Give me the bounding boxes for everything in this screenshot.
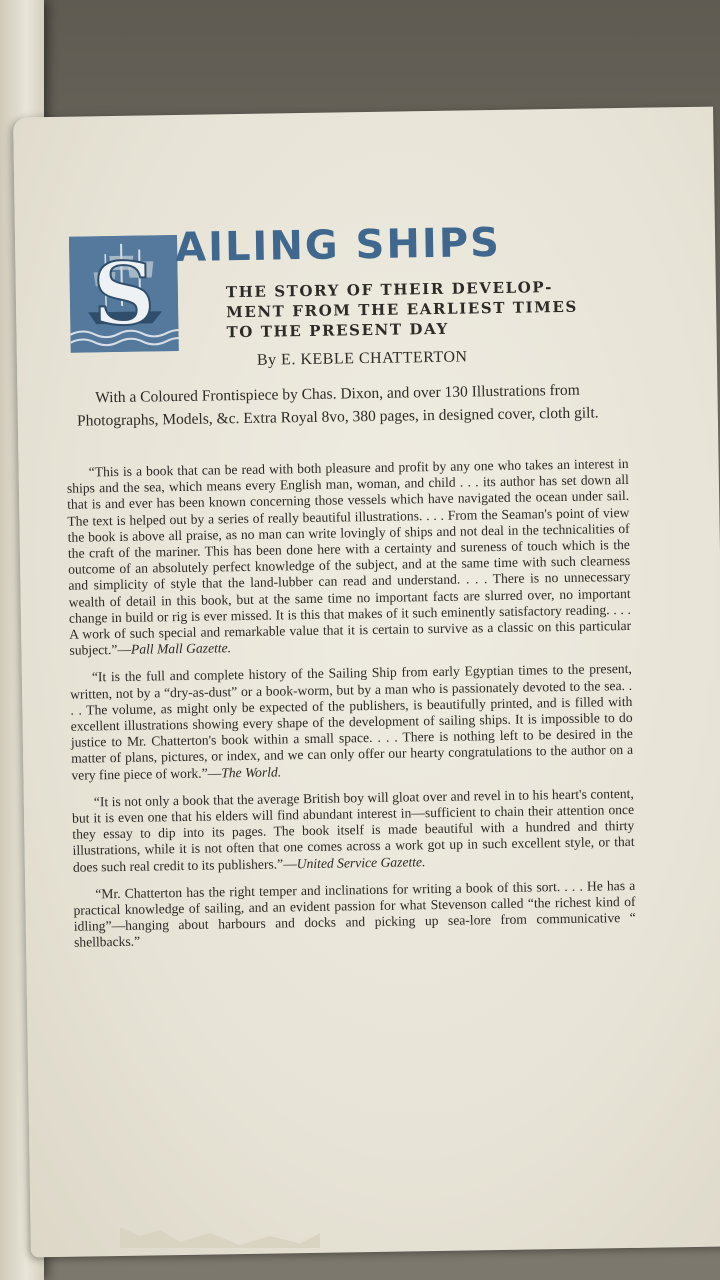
press-reviews (67, 456, 637, 962)
ship-initial-logo (69, 235, 179, 353)
review-source: United Service Gazette. (296, 853, 426, 871)
review-pall-mall (67, 456, 632, 659)
logo-letter-s: S (92, 243, 156, 346)
review-text: “It is not only a book that the average British boy will gloat over and revel in to his heart's content, but it is even one that his elders will find abundant interest in—sufficient to chain their attention once they essay to dip into its pages. The book itself is made beautiful with a hundred and thirty illustrations, while it is not often that one comes across a work got up in such excellent style, or that does such real credit to its publishers.”— (71, 785, 635, 875)
review-text: “This is a book that can be read with both pleasure and profit by any one who takes an interest in ships and the sea, which means every English man, woman, and child . . . its author has set down all that is and ever has been known concerning those vessels which have navigated the ocean under sail. The text is helped out by a series of really beautiful illustrations. . . . From the Seaman's point of view the book is above all praise, as no man can write lovingly of ships and not deal in the technicalities of the craft of the mariner. This has been done here with a certainty and sureness of touch which is the outcome of an absolutely perfect knowledge of the subject, and at the same time with such clearness and simplicity of style that the land-lubber can read and understand. . . . There is no unnecessary wealth of detail in this book, but at the same time no important facts are slurred over, no important change in build or rig is ever missed. It is this that makes of it such eminently satisfactory reading. . . . A work of such special and remarkable value that it is certain to survive as a classic on this particular subject.”— (66, 455, 632, 658)
review-text: “It is the full and complete history of the Sailing Ship from early Egyptian times to the present, written, not by a “dry-as-dust” or a book-worm, but by a man who is passionately devoted to the sea. . . . The volume, as might only be expected of the publishers, is beautifully printed, and is filled with excellent illustrations showing every shape of the development of sailing ships. It is impossible to do justice to Mr. Chatterton's book within a small space. . . . There is nothing left to be desired in the matter of plans, pictures, or index, and we can only offer our hearty congratulations to the author on a very fine piece of work.”— (70, 661, 634, 783)
edition-description: With a Coloured Frontispiece by Chas. Dixon, and over 130 Illustrations from Photographs, Models, &c. Extra Royal 8vo, 380 pages, in designed cover, cloth gilt. (76, 381, 599, 430)
advertisement-content (55, 216, 636, 951)
book-page (13, 107, 720, 1258)
author-byline: By E. KEBLE CHATTERTON (256, 348, 468, 369)
review-text: “Mr. Chatterton has the right temper and inclinations for writing a book of this sort. . . . He has a practical knowledge of sailing, and an evident passion for what Stevenson called “the richest kind of idling”—hanging about harbours and docks and picking up sea-lore from communicative “ shellbacks.” (73, 877, 636, 951)
review-stevenson (73, 878, 636, 952)
book-subtitle: THE STORY OF THEIR DEVELOPMENT FROM THE EARLIEST TIMES TO THE PRESENT DAY (225, 278, 579, 342)
review-source: The World. (221, 764, 282, 781)
review-united-service (72, 786, 635, 876)
book-title: AILING SHIPS (174, 219, 502, 272)
review-the-world (70, 661, 634, 783)
review-source: Pall Mall Gazette. (130, 640, 232, 658)
